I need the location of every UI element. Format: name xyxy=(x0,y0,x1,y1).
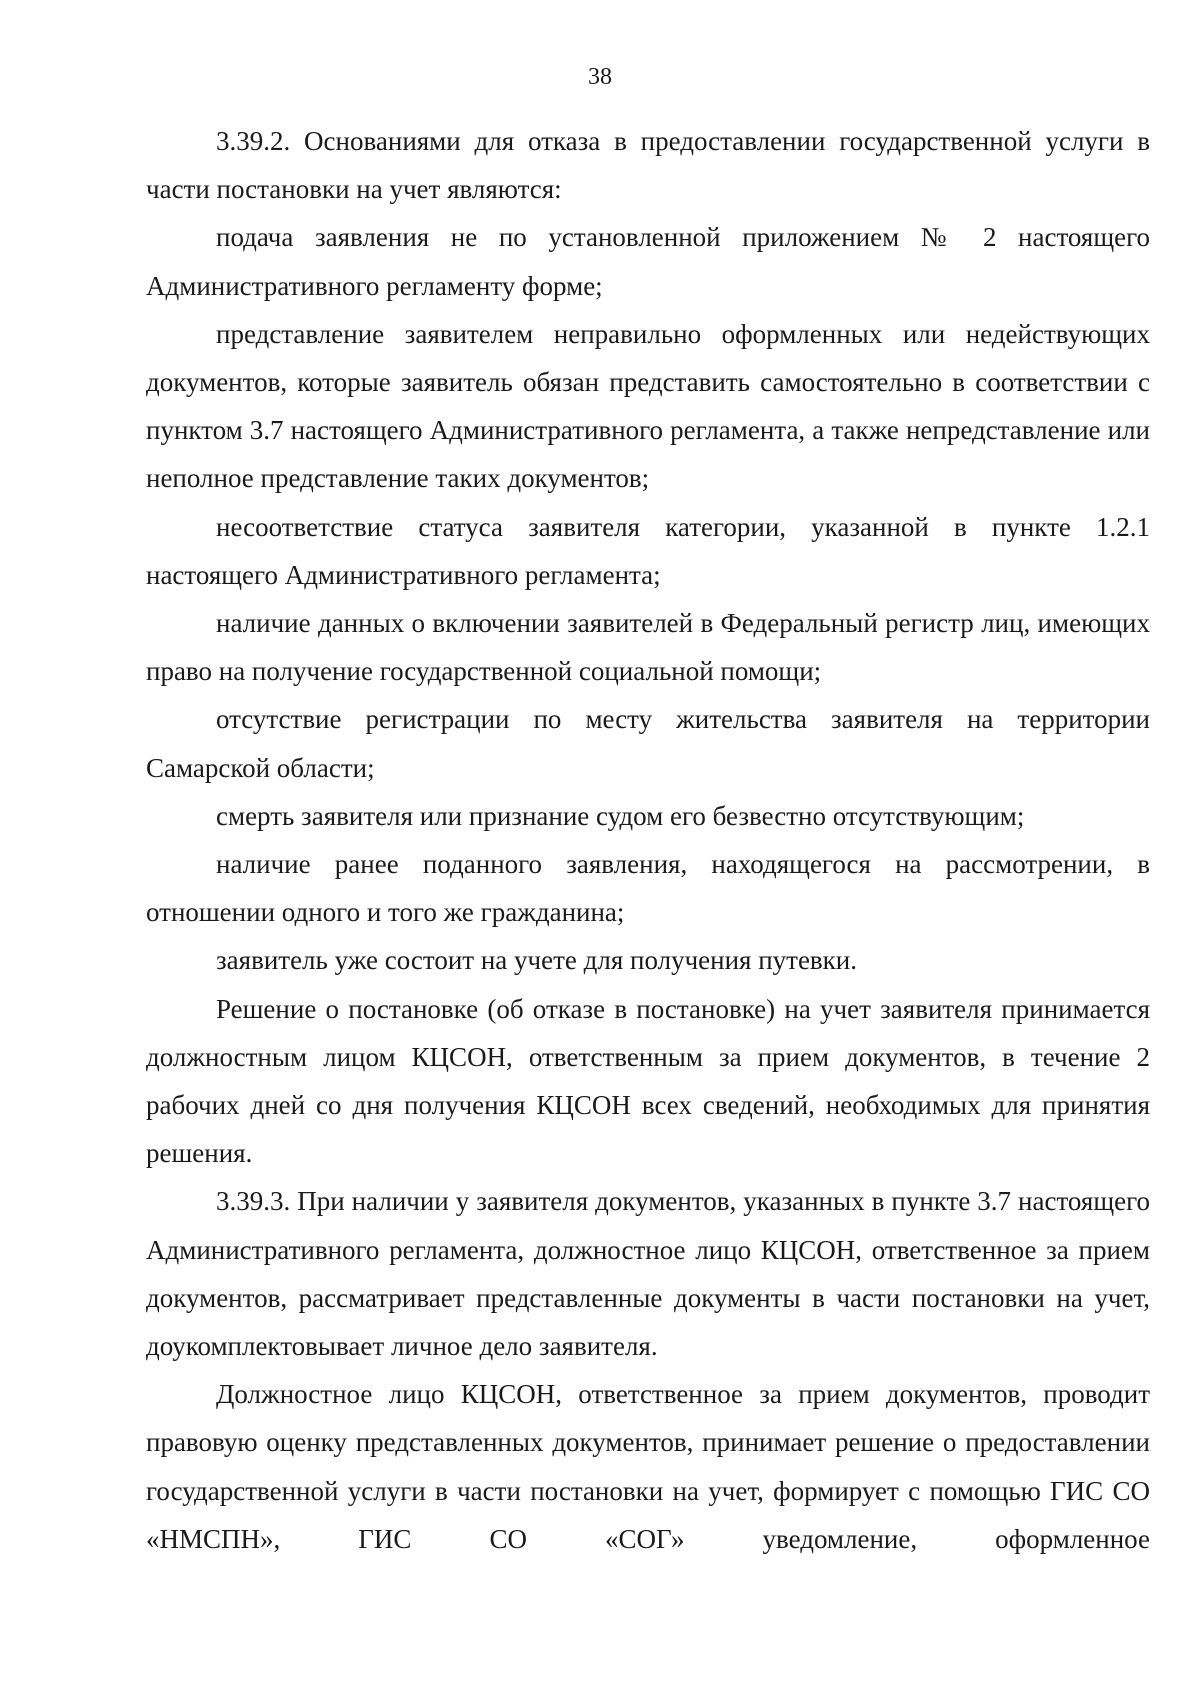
paragraph-ground-already-registered: заявитель уже состоит на учете для получения путевки. xyxy=(216,945,857,976)
paragraph-legal-assessment: Должностное лицо КЦСОН, ответственное за прием документов, проводит правовую оценку представленных документов, принимает решение о предоставлении государственной услуги в части постановки на учет, формирует с помощью ГИС СО «НМСПН», ГИС СО «СОГ» уведомление, оформленное xyxy=(146,1379,1150,1554)
document-body xyxy=(146,117,1150,1563)
paragraph-ground-federal-register: наличие данных о включении заявителей в Федеральный регистр лиц, имеющих право на получение государственной социальной помощи; xyxy=(146,608,1150,687)
paragraph-ground-status-mismatch: несоответствие статуса заявителя категории, указанной в пункте 1.2.1 настоящего Административного регламента; xyxy=(146,511,1150,590)
paragraph-ground-no-registration: отсутствие регистрации по месту жительства заявителя на территории Самарской области; xyxy=(146,704,1150,783)
paragraph-3-39-3: 3.39.3. При наличии у заявителя документов, указанных в пункте 3.7 настоящего Административного регламента, должностное лицо КЦСОН, ответственное за прием документов, рассматривает представленные документы в части постановки на учет, доукомплектовывает личное дело заявителя. xyxy=(146,1186,1150,1362)
paragraph-ground-invalid-documents: представление заявителем неправильно оформленных или недействующих документов, которые заявитель обязан представить самостоятельно в соответствии с пунктом 3.7 настоящего Административного регламента, а также непредставление или неполное представление таких документов; xyxy=(146,318,1150,494)
page-number: 38 xyxy=(588,64,612,90)
paragraph-ground-wrong-form: подача заявления не по установленной приложением № 2 настоящего Административного регламенту форме; xyxy=(146,222,1150,301)
paragraph-ground-pending-application: наличие ранее поданного заявления, находящегося на рассмотрении, в отношении одного и того же гражданина; xyxy=(146,849,1150,928)
paragraph-3-39-2: 3.39.2. Основаниями для отказа в предоставлении государственной услуги в части постановки на учет являются: xyxy=(146,126,1150,205)
paragraph-decision-term: Решение о постановке (об отказе в постановке) на учет заявителя принимается должностным лицом КЦСОН, ответственным за прием документов, в течение 2 рабочих дней со дня получения КЦСОН всех сведений, необходимых для принятия решения. xyxy=(146,993,1150,1169)
paragraph-ground-death: смерть заявителя или признание судом его безвестно отсутствующим; xyxy=(216,800,1025,831)
